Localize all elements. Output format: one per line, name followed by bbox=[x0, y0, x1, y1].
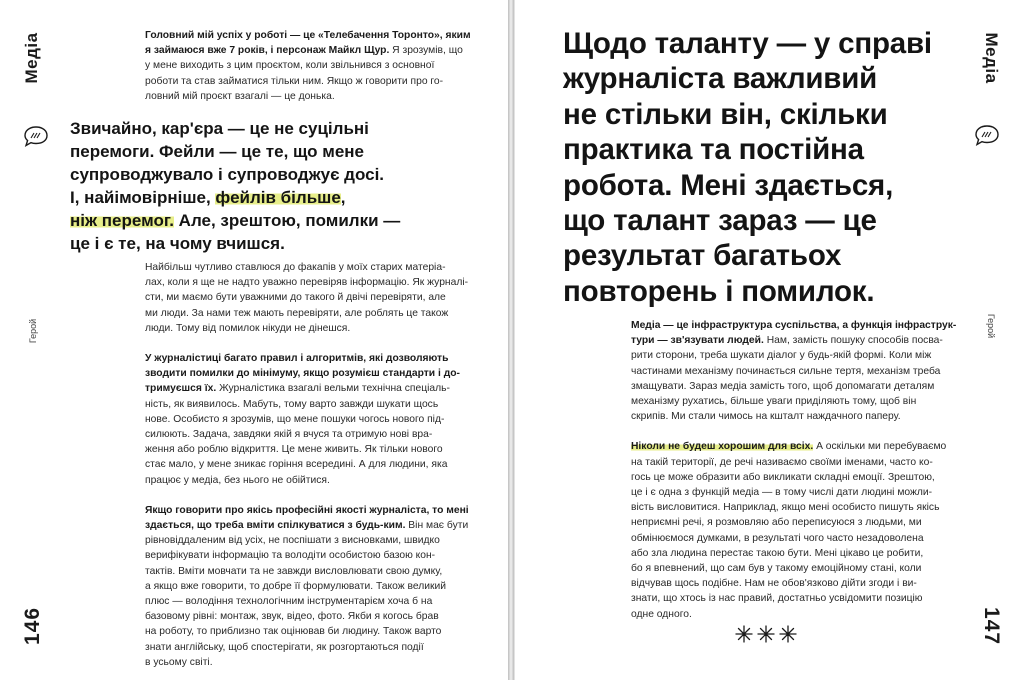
quote-line: практика та постійна bbox=[563, 133, 864, 167]
section-label: Медіа bbox=[22, 32, 41, 84]
right-page bbox=[514, 0, 1024, 680]
big-pull-quote bbox=[563, 26, 973, 309]
paragraph: Медіа — це інфраструктура суспільства, а функція інфраструк- тури — зв'язувати людей. Нам, замість пошуку способів посва- рити сторони, треба шукати діалог у будь-якій формі. Коли між частинами механізму починається сильне тертя, механізм треба змащувати. Зараз медіа замість того, щоб допомагати деталям механізму рухатись, більше уваги приділяють тому, щоб він скрипів. Ми стали чимось на кшталт наждачного паперу. bbox=[631, 320, 957, 423]
quote-line: Звичайно, кар'єра — це не суцільні bbox=[70, 119, 369, 138]
highlighted-phrase: Ніколи не будеш хорошим для всіх. bbox=[631, 441, 814, 453]
intro-line: Головний мій успіх у роботі — це «Телебачення Торонто», яким bbox=[145, 30, 471, 41]
left-page bbox=[0, 0, 508, 680]
quote-line: що талант зараз — це bbox=[563, 204, 877, 238]
quote-line: журналіста важливий bbox=[563, 62, 878, 96]
section-label: Медіа bbox=[982, 32, 1001, 84]
quote-line: ніж перемог. Але, зрештою, помилки — bbox=[70, 211, 401, 230]
intro-line: я займаюся вже 7 років, і персонаж Майкл Щур. Я зрозумів, що bbox=[145, 45, 463, 57]
page-number: 147 bbox=[980, 606, 1003, 646]
quote-line: супроводжувало і супроводжує досі. bbox=[70, 165, 385, 184]
paragraph: У журналістиці багато правил і алгоритмів, які дозволяють зводити помилки до мінімуму, якщо розумієш стандарти і до- тримуєшся їх. Журналістика взагалі вельми технічна спеціаль- ність, як виявилось. Мабуть, тому варто завжди шукати щось нове. Особисто я зрозумів, що мене пошуки чогось нового під- силюють. Задача, завдяки якій я вчуся та отримую нові вра- ження або роблю відкриття. Це мене живить. Як тільки нового стає мало, у мене зникає горіння всередині. А для людини, яка працює у медіа, без нього не обійтися. bbox=[145, 353, 460, 486]
intro-line: ловний мій проєкт взагалі — це донька. bbox=[145, 90, 335, 102]
intro-paragraph bbox=[145, 28, 477, 104]
pull-quote bbox=[70, 117, 410, 255]
quote-line: перемоги. Фейли — це те, що мене bbox=[70, 142, 364, 161]
paragraph: Ніколи не будеш хорошим для всіх. А оскільки ми перебуваємо на такій території, де речі називаємо своїми іменами, часто ко- гось це може образити або викликати складні емоції. Зрештою, це і є одна з функцій медіа — в тому числі дати людині можли- вість висловитися. Наприклад, якщо мені особисто пишуть якісь неприємні речі, я розмовляю або переписуюся з людьми, ми обмінюємося думками, в результаті чого часто незадоволена або зла людина перестає такою бути. Мені цікаво це робити, бо я впевнений, що сам був у такому емоційному стані, коли відчував щось подібне. Нам не обов'язково дійти згоди і ви- знати, що хтось із нас правий, достатньо усвідомити позицію одне одного. bbox=[631, 441, 947, 620]
quote-line: повторень і помилок. bbox=[563, 274, 875, 308]
page-number: 146 bbox=[21, 606, 44, 646]
body-paragraphs bbox=[145, 260, 477, 680]
highlighted-phrase: ніж перемог. bbox=[70, 211, 174, 230]
asterisk-ornament-icon bbox=[733, 623, 799, 645]
quote-line: не стільки він, скільки bbox=[563, 97, 888, 131]
highlighted-phrase: фейлів більше bbox=[215, 188, 341, 207]
quote-line: результат багатьох bbox=[563, 239, 842, 273]
intro-line: роботи та став займатися тільки ним. Якщо ж говорити про го- bbox=[145, 75, 444, 87]
intro-line: у мене виходить з цим проєктом, коли звільнився з основної bbox=[145, 60, 435, 72]
speech-bubble-icon bbox=[23, 125, 49, 147]
paragraph: Найбільш чутливо ставлюся до факапів у моїх старих матеріа- лах, коли я ще не надто уважно перевіряв інформацію. Як журналі- сти, ми маємо бути уважними до такого й двічі перевіряти, але ми люди. За нами теж мають перевіряти, але роблять це також люди. Тому від помилок нікуди не дінешся. bbox=[145, 262, 469, 334]
hero-label: Герой bbox=[986, 313, 996, 339]
quote-line: це і є те, на чому вчишся. bbox=[70, 234, 285, 253]
paragraph: Якщо говорити про якісь професійні якості журналіста, то мені здається, що треба вміти спілкуватися з будь-ким. Він має бути рівновіддаленим від усіх, не поспішати з висновками, швидко верифікувати інформацію та володіти особистою базою кон- тактів. Вміти мовчати та не завжди висловлювати свою думку, а якщо вже говорити, то добре її формулювати. Також великий плюс — володіння технологічним інструментарієм хоча б на базовому рівні: монтаж, звук, відео, фото. Якби я когось брав на роботу, то приблизно так оцінював би людину. Також варто знати англійську, щоб спостерігати, як розгортаються події в усьому світі. bbox=[145, 504, 469, 668]
body-paragraphs bbox=[631, 318, 969, 637]
quote-line: робота. Мені здається, bbox=[563, 168, 894, 202]
hero-label: Герой bbox=[28, 318, 38, 344]
quote-line: Щодо таланту — у справі bbox=[563, 27, 932, 60]
quote-line: І, найімовірніше, фейлів більше, bbox=[70, 188, 346, 207]
speech-bubble-icon bbox=[974, 124, 1000, 146]
